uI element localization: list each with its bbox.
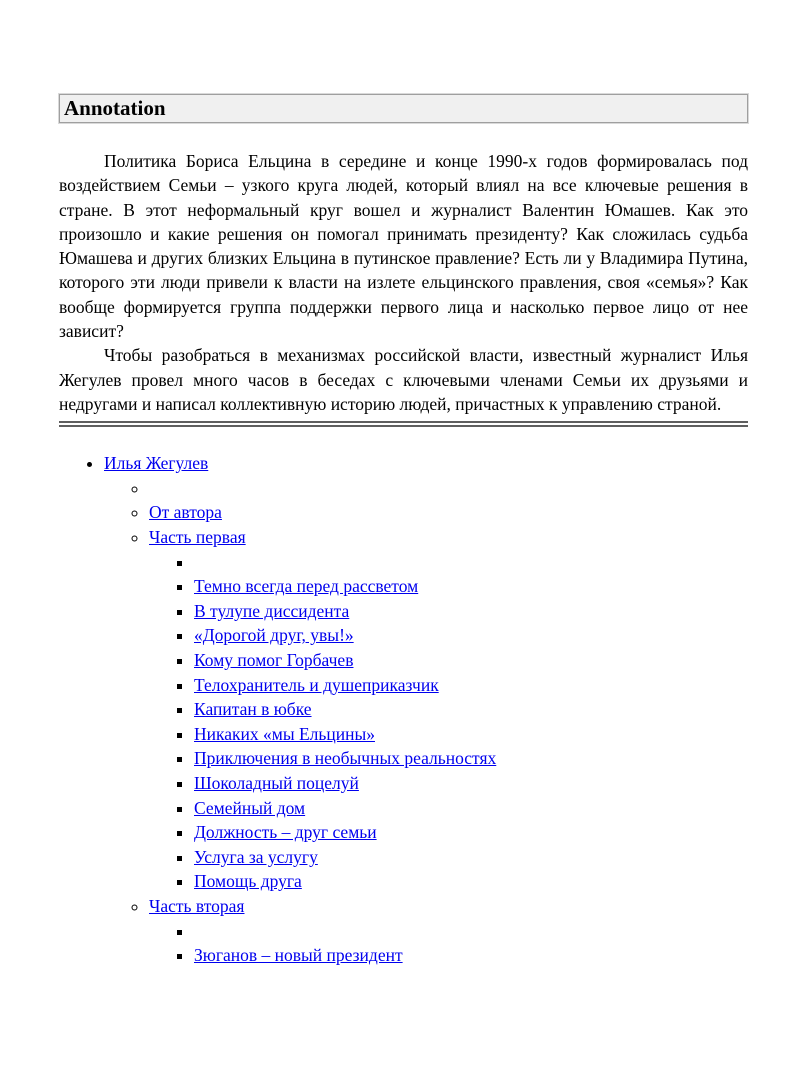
toc-link-chapter[interactable]: В тулупе диссидента [194, 600, 350, 621]
toc-link-chapter[interactable]: Услуга за услугу [194, 846, 318, 867]
toc-item-chapter [194, 697, 748, 722]
toc-link-from-author[interactable]: От автора [149, 502, 222, 523]
annotation-heading: Annotation [59, 94, 748, 123]
toc-item-chapter [194, 796, 748, 821]
toc-link-chapter[interactable]: Телохранитель и душеприказчик [194, 674, 439, 695]
annotation-paragraph: Политика Бориса Ельцина в середине и конце 1990-х годов формировалась под воздействием Семьи – узкого круга людей, который влиял на все ключевые решения в стране. В этот неформальный круг вошел и журналист Валентин Юмашев. Как это произошло и какие решения он помогал принимать президенту? Как сложилась судьба Юмашева и других близких Ельцина в путинское правление? Есть ли у Владимира Путина, которого эти люди привели к власти на излете ельцинского правления, своя «семья»? Как вообще формируется группа поддержки первого лица и насколько первое лицо от нее зависит? [59, 151, 748, 342]
toc-item-chapter [194, 820, 748, 845]
toc-link-chapter[interactable]: Шоколадный поцелуй [194, 772, 359, 793]
toc-item-chapter [194, 574, 748, 599]
toc-link-chapter[interactable]: Кому помог Горбачев [194, 650, 354, 671]
toc-item-from-author [149, 500, 748, 525]
toc-item-chapter [194, 869, 748, 894]
toc-item-empty [149, 476, 748, 501]
toc-sublist-sections [104, 476, 748, 968]
toc-item-author [104, 451, 748, 967]
toc-link-chapter[interactable]: Капитан в юбке [194, 699, 312, 720]
toc-list [59, 451, 748, 967]
section-divider [59, 421, 748, 427]
annotation-body [59, 149, 748, 416]
toc-item-chapter [194, 648, 748, 673]
toc-link-part-one[interactable]: Часть первая [149, 527, 246, 548]
toc-item-part-one [149, 525, 748, 894]
toc-item-chapter [194, 943, 748, 968]
toc-link-chapter[interactable]: Никаких «мы Ельцины» [194, 723, 375, 744]
toc-item-chapter [194, 673, 748, 698]
toc-item-chapter [194, 599, 748, 624]
toc-sublist-part-two-chapters [149, 919, 748, 968]
toc-link-chapter[interactable]: Зюганов – новый президент [194, 945, 403, 966]
toc-link-chapter[interactable]: «Дорогой друг, увы!» [194, 625, 354, 646]
toc-item-empty [194, 919, 748, 944]
toc-link-part-two[interactable]: Часть вторая [149, 895, 245, 916]
table-of-contents [59, 451, 748, 967]
toc-item-chapter [194, 623, 748, 648]
toc-item-part-two [149, 894, 748, 968]
toc-link-chapter[interactable]: Темно всегда перед рассветом [194, 576, 419, 597]
toc-link-chapter[interactable]: Семейный дом [194, 797, 306, 818]
toc-link-chapter[interactable]: Приключения в необычных реальностях [194, 748, 497, 769]
toc-item-chapter [194, 845, 748, 870]
toc-item-empty [194, 550, 748, 575]
toc-link-author[interactable]: Илья Жегулев [104, 453, 209, 474]
toc-link-chapter[interactable]: Должность – друг семьи [194, 822, 377, 843]
toc-sublist-part-one-chapters [149, 550, 748, 894]
toc-item-chapter [194, 746, 748, 771]
toc-item-chapter [194, 771, 748, 796]
annotation-paragraph: Чтобы разобраться в механизмах российской власти, известный журналист Илья Жегулев провел много часов в беседах с ключевыми членами Семьи их друзьями и недругами и написал коллективную историю людей, причастных к управлению страной. [59, 345, 748, 414]
toc-item-chapter [194, 722, 748, 747]
toc-link-chapter[interactable]: Помощь друга [194, 871, 302, 892]
